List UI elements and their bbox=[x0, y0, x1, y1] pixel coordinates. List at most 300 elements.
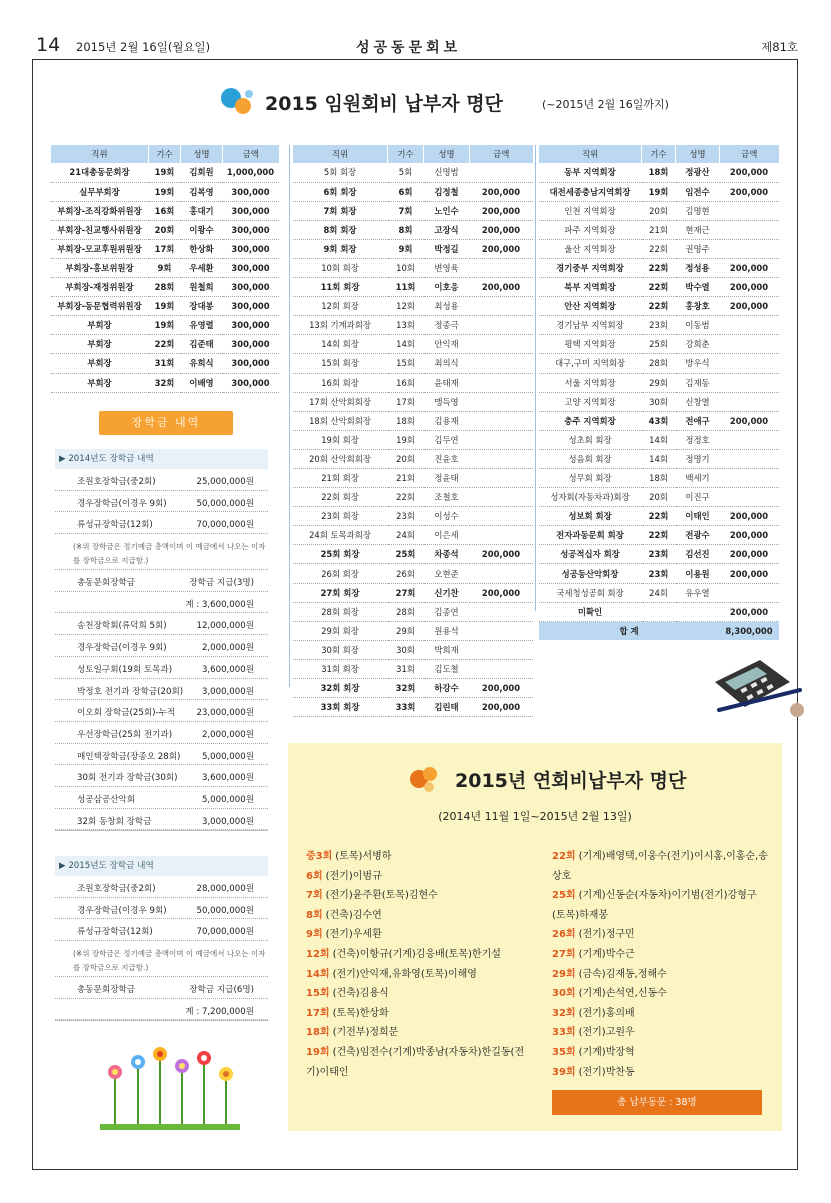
table-cell: 신명범 bbox=[424, 163, 470, 182]
scholarship-name: 경우장학금(이경우 9회) bbox=[77, 905, 167, 916]
payer-names: (전기)윤주환(토목)김현수 bbox=[325, 890, 438, 902]
table-cell bbox=[676, 602, 720, 621]
scholarship-amount: 3,000,000원 bbox=[201, 686, 254, 697]
officer-dues-heading: 2015 임원회비 납부자 명단 bbox=[265, 93, 503, 115]
table-cell: 유우열 bbox=[676, 583, 720, 602]
annual-dues-title bbox=[406, 764, 726, 798]
table-cell: 정광산 bbox=[676, 163, 720, 182]
scholarship-2014-header: ▶ 2014년도 장학금 내역 bbox=[55, 449, 268, 469]
table-cell: 북부 지역회장 bbox=[539, 278, 642, 297]
table-row bbox=[539, 449, 779, 468]
table-cell bbox=[720, 430, 779, 449]
class-year: 29회 bbox=[552, 968, 576, 980]
table-cell: 16회 회장 bbox=[293, 373, 388, 392]
table-cell bbox=[470, 335, 533, 354]
table-cell: 23회 회장 bbox=[293, 507, 388, 526]
table-cell: 이은세 bbox=[424, 526, 470, 545]
scholarship-2014-section bbox=[55, 449, 268, 831]
table-row bbox=[51, 278, 279, 297]
scholarship-row bbox=[55, 657, 268, 679]
table-row bbox=[539, 469, 779, 488]
table-cell: 29회 bbox=[642, 373, 676, 392]
table-row bbox=[51, 297, 279, 316]
table-cell: 28회 회장 bbox=[293, 602, 388, 621]
table-cell: 박수열 bbox=[676, 278, 720, 297]
table-cell: 이용원 bbox=[676, 564, 720, 583]
scholarship-row bbox=[55, 679, 268, 701]
table-cell: 이배영 bbox=[181, 373, 223, 392]
scholarship-row bbox=[55, 635, 268, 657]
scholarship-note: (※위 장학금은 정기예금 총액이며 이 예금에서 나오는 이자를 장학금으로 지급함.) bbox=[55, 941, 268, 977]
table-row bbox=[293, 526, 533, 545]
table-cell: 25회 bbox=[388, 545, 424, 564]
table-cell: 정윤태 bbox=[424, 469, 470, 488]
list-item bbox=[552, 965, 770, 985]
table-cell: 200,000 bbox=[470, 545, 533, 564]
table-cell: 200,000 bbox=[470, 220, 533, 239]
table-cell: 8회 bbox=[388, 220, 424, 239]
table-cell bbox=[470, 469, 533, 488]
list-item bbox=[552, 847, 770, 886]
total-label: 합 계 bbox=[539, 621, 720, 640]
scholarship-row bbox=[55, 787, 268, 809]
table-cell: 32회 bbox=[388, 679, 424, 698]
table-cell: 안산 지역회장 bbox=[539, 297, 642, 316]
scholarship-name: 류성규장학금(12회) bbox=[77, 520, 153, 531]
table-cell bbox=[720, 449, 779, 468]
table-cell: 전애구 bbox=[676, 411, 720, 430]
table-cell: 17회 bbox=[149, 239, 181, 258]
table-cell: 300,000 bbox=[223, 258, 279, 277]
table-cell: 전자과동문회 회장 bbox=[539, 526, 642, 545]
officer-dues-subheading: (~2015년 2월 16일까지) bbox=[542, 98, 669, 111]
table-cell: 김정철 bbox=[424, 182, 470, 201]
bubble-icon bbox=[406, 764, 440, 794]
table-cell: 300,000 bbox=[223, 354, 279, 373]
scholarship-amount: 3,600,000원 bbox=[201, 773, 254, 784]
payer-names: (기계)박수근 bbox=[578, 948, 635, 960]
payer-names: (전기)안익재,유화영(토목)이해영 bbox=[332, 968, 477, 980]
scholarship-row bbox=[55, 898, 268, 920]
table-cell: 최의식 bbox=[424, 354, 470, 373]
scholarship-name: 32회 동창회 장학금 bbox=[77, 816, 152, 827]
table-cell: 25회 회장 bbox=[293, 545, 388, 564]
table-cell: 윤태재 bbox=[424, 373, 470, 392]
class-year: 33회 bbox=[552, 1027, 576, 1039]
table-row bbox=[539, 545, 779, 564]
table-cell: 17회 bbox=[388, 392, 424, 411]
list-item bbox=[552, 1043, 770, 1063]
class-year: 19회 bbox=[306, 1046, 330, 1058]
table-row bbox=[293, 583, 533, 602]
table-cell: 안익재 bbox=[424, 335, 470, 354]
payer-names: (전기)정구민 bbox=[578, 929, 635, 941]
payer-names: (건축)김수연 bbox=[325, 909, 382, 921]
table-cell: 조철호 bbox=[424, 488, 470, 507]
list-item bbox=[306, 984, 536, 1004]
table-cell: 김종연 bbox=[424, 602, 470, 621]
table-cell: 28회 bbox=[388, 602, 424, 621]
table-cell: 29회 회장 bbox=[293, 621, 388, 640]
table-cell bbox=[470, 621, 533, 640]
table-cell: 부회장 bbox=[51, 354, 149, 373]
table-row bbox=[293, 392, 533, 411]
table-row bbox=[293, 239, 533, 258]
table-row bbox=[51, 182, 279, 201]
table-cell: 16회 bbox=[388, 373, 424, 392]
class-year: 17회 bbox=[306, 1007, 330, 1019]
table-cell: 200,000 bbox=[720, 602, 779, 621]
scholarship-title: 장학금 내역 bbox=[99, 411, 233, 435]
table-cell: 20회 산악회회장 bbox=[293, 449, 388, 468]
table-row bbox=[539, 220, 779, 239]
table-cell: 9회 bbox=[388, 239, 424, 258]
scholarship-name: 조원호장학금(중2회) bbox=[77, 884, 156, 894]
table-cell bbox=[470, 392, 533, 411]
class-year: 26회 bbox=[552, 929, 576, 941]
table-cell: 43회 bbox=[642, 411, 676, 430]
table-cell bbox=[470, 430, 533, 449]
table-cell: 19회 회장 bbox=[293, 430, 388, 449]
table-cell: 강희춘 bbox=[676, 335, 720, 354]
issue-number: 제81호 bbox=[761, 40, 798, 54]
table-cell: 31회 bbox=[388, 659, 424, 678]
scholarship-name: 성토일구회(19회 토목과) bbox=[77, 664, 173, 675]
table-cell: 31회 회장 bbox=[293, 659, 388, 678]
table-cell: 9회 bbox=[149, 258, 181, 277]
table-row bbox=[51, 163, 279, 182]
table-cell: 200,000 bbox=[720, 278, 779, 297]
table-cell: 18회 산악회회장 bbox=[293, 411, 388, 430]
table-cell: 20회 bbox=[388, 449, 424, 468]
table-cell: 최성용 bbox=[424, 297, 470, 316]
table-cell: 정종극 bbox=[424, 316, 470, 335]
class-year: 7회 bbox=[306, 890, 323, 902]
scholarship-name: 30회 전기과 장학금(30회) bbox=[77, 773, 178, 784]
table-cell bbox=[720, 373, 779, 392]
table-cell bbox=[720, 201, 779, 220]
table-row bbox=[293, 469, 533, 488]
list-item bbox=[552, 1063, 770, 1083]
table-cell: 20회 bbox=[149, 220, 181, 239]
table-cell: 김복영 bbox=[181, 182, 223, 201]
annual-dues-heading: 2015년 연회비납부자 명단 bbox=[455, 770, 687, 792]
total-row bbox=[539, 621, 779, 640]
table-cell: 성공적십자 회장 bbox=[539, 545, 642, 564]
scholarship-row bbox=[55, 722, 268, 744]
table-cell: 노인수 bbox=[424, 201, 470, 220]
table-cell: 하강수 bbox=[424, 679, 470, 698]
table-cell: 200,000 bbox=[720, 297, 779, 316]
table-row bbox=[51, 258, 279, 277]
payer-names: (기계)신동순(자동차)이기범(전기)강형구(토목)하재봉 bbox=[552, 890, 757, 921]
table-cell: 21회 bbox=[642, 220, 676, 239]
payer-names: (기계)박장혁 bbox=[578, 1046, 635, 1058]
table-cell: 부회장-친교행사위원장 bbox=[51, 220, 149, 239]
table-cell: 7회 회장 bbox=[293, 201, 388, 220]
table-cell: 8회 회장 bbox=[293, 220, 388, 239]
scholarship-name: 매인택장학금(장종오 28회) bbox=[77, 751, 181, 762]
table-cell bbox=[470, 297, 533, 316]
table-cell: 22회 bbox=[642, 278, 676, 297]
table-cell: 경기남부 지역회장 bbox=[539, 316, 642, 335]
bubble-icon bbox=[220, 86, 254, 116]
table-cell: 22회 bbox=[388, 488, 424, 507]
table-cell: 실무부회장 bbox=[51, 182, 149, 201]
table-cell bbox=[720, 239, 779, 258]
table-cell: 6회 bbox=[388, 182, 424, 201]
list-item bbox=[552, 925, 770, 945]
list-item bbox=[552, 984, 770, 1004]
scholarship-row bbox=[55, 919, 268, 941]
table-cell: 부회장-동문협력위원장 bbox=[51, 297, 149, 316]
scholarship-row bbox=[55, 613, 268, 635]
table-cell bbox=[720, 469, 779, 488]
table-cell: 300,000 bbox=[223, 201, 279, 220]
table-cell bbox=[720, 316, 779, 335]
table-cell: 20회 bbox=[642, 201, 676, 220]
table-cell: 성공동산악회장 bbox=[539, 564, 642, 583]
table-cell: 정성용 bbox=[676, 258, 720, 277]
table-row bbox=[293, 411, 533, 430]
table-cell: 1,000,000 bbox=[223, 163, 279, 182]
table-cell: 24회 bbox=[388, 526, 424, 545]
scholarship-amount: 50,000,000원 bbox=[196, 905, 254, 916]
table-cell: 5회 회장 bbox=[293, 163, 388, 182]
column-header: 직위 bbox=[539, 145, 642, 163]
table-cell: 23회 bbox=[388, 507, 424, 526]
payer-names: (전기)우세환 bbox=[325, 929, 382, 941]
table-cell bbox=[470, 316, 533, 335]
column-header: 성명 bbox=[181, 145, 223, 163]
table-cell: 20회 bbox=[642, 488, 676, 507]
table-cell: 오현준 bbox=[424, 564, 470, 583]
officer-table-3 bbox=[538, 145, 779, 640]
table-cell: 전광수 bbox=[676, 526, 720, 545]
table-cell: 정명기 bbox=[676, 449, 720, 468]
table-row bbox=[539, 354, 779, 373]
table-row bbox=[293, 258, 533, 277]
table-row bbox=[539, 373, 779, 392]
table-row bbox=[539, 182, 779, 201]
table-row bbox=[539, 258, 779, 277]
list-item bbox=[552, 886, 770, 925]
table-cell: 28회 bbox=[149, 278, 181, 297]
table-row bbox=[539, 297, 779, 316]
table-cell: 홍대기 bbox=[181, 201, 223, 220]
table-cell: 동부 지역회장 bbox=[539, 163, 642, 182]
table-cell: 부회장 bbox=[51, 335, 149, 354]
table-cell bbox=[470, 163, 533, 182]
table-cell: 부회장-재정위원장 bbox=[51, 278, 149, 297]
alumni-scholarship-row: 총동문회장학금 장학금 지급(6명) bbox=[55, 977, 268, 999]
scholarship-amount: 3,000,000원 bbox=[201, 816, 254, 827]
class-year: 6회 bbox=[306, 870, 323, 882]
table-row bbox=[539, 335, 779, 354]
table-cell: 경기중부 지역회장 bbox=[539, 258, 642, 277]
scholarship-amount: 28,000,000원 bbox=[196, 884, 254, 894]
table-row bbox=[293, 545, 533, 564]
class-year: 32회 bbox=[552, 1007, 576, 1019]
table-cell: 200,000 bbox=[720, 507, 779, 526]
table-cell bbox=[470, 373, 533, 392]
table-row bbox=[539, 316, 779, 335]
total-amount: 8,300,000 bbox=[720, 621, 779, 640]
table-cell: 14회 bbox=[388, 335, 424, 354]
table-cell: 7회 bbox=[388, 201, 424, 220]
table-cell: 11회 회장 bbox=[293, 278, 388, 297]
table-row bbox=[51, 316, 279, 335]
table-cell bbox=[470, 449, 533, 468]
table-row bbox=[293, 488, 533, 507]
table-row bbox=[293, 163, 533, 182]
officer-table-1 bbox=[50, 145, 279, 393]
table-cell: 16회 bbox=[149, 201, 181, 220]
table-row bbox=[293, 430, 533, 449]
table-cell: 김선진 bbox=[676, 545, 720, 564]
table-cell: 울산 지역회장 bbox=[539, 239, 642, 258]
table-row bbox=[539, 583, 779, 602]
table-cell: 21대총동문회장 bbox=[51, 163, 149, 182]
scholarship-amount: 5,000,000원 bbox=[201, 751, 254, 762]
table-cell: 부회장-조직강화위원장 bbox=[51, 201, 149, 220]
scholarship-name: 류성규장학금(12회) bbox=[77, 927, 153, 938]
class-year: 25회 bbox=[552, 890, 576, 902]
payer-names: (전기)홍의배 bbox=[578, 1007, 635, 1019]
table-row bbox=[293, 354, 533, 373]
table-cell: 이진구 bbox=[676, 488, 720, 507]
table-row bbox=[293, 335, 533, 354]
column-header: 성명 bbox=[424, 145, 470, 163]
flower-illustration bbox=[100, 1046, 240, 1131]
table-cell bbox=[470, 602, 533, 621]
scholarship-amount: 70,000,000원 bbox=[196, 927, 254, 938]
table-cell: 대전세종충남지역회장 bbox=[539, 182, 642, 201]
payer-names: (건축)김용식 bbox=[332, 988, 389, 1000]
scholarship-total: 계 : 7,200,000원 bbox=[55, 999, 268, 1021]
column-header: 성명 bbox=[676, 145, 720, 163]
table-cell bbox=[470, 526, 533, 545]
table-cell: 22회 bbox=[149, 335, 181, 354]
table-cell bbox=[720, 354, 779, 373]
table-row bbox=[539, 507, 779, 526]
table-cell bbox=[470, 564, 533, 583]
table-cell: 김도철 bbox=[424, 659, 470, 678]
table-cell: 200,000 bbox=[720, 411, 779, 430]
scholarship-amount: 70,000,000원 bbox=[196, 520, 254, 531]
table-cell bbox=[720, 392, 779, 411]
class-year: 9회 bbox=[306, 929, 323, 941]
officer-dues-title bbox=[220, 86, 700, 120]
table-cell: 300,000 bbox=[223, 220, 279, 239]
table-cell: 22회 bbox=[642, 258, 676, 277]
table-cell: 홍창호 bbox=[676, 297, 720, 316]
table-cell: 200,000 bbox=[470, 239, 533, 258]
class-year: 12회 bbox=[306, 948, 330, 960]
table-cell: 10회 회장 bbox=[293, 258, 388, 277]
payer-names: (토목)서병하 bbox=[335, 851, 392, 862]
list-item bbox=[306, 867, 536, 887]
scholarship-amount: 3,600,000원 bbox=[201, 664, 254, 675]
page-header bbox=[36, 34, 798, 56]
scholarship-name: 이오회 장학금(25회)-누적 bbox=[77, 708, 176, 719]
table-row bbox=[293, 564, 533, 583]
table-row bbox=[539, 526, 779, 545]
scholarship-name: 조원호장학금(중2회) bbox=[77, 477, 156, 487]
table-row bbox=[51, 335, 279, 354]
list-item bbox=[306, 1043, 536, 1082]
page-number: 14 bbox=[36, 34, 61, 56]
table-cell bbox=[642, 602, 676, 621]
table-row bbox=[539, 430, 779, 449]
list-item bbox=[552, 1023, 770, 1043]
class-year: 35회 bbox=[552, 1046, 576, 1058]
table-cell: 25회 bbox=[642, 335, 676, 354]
table-cell: 24회 토목과회장 bbox=[293, 526, 388, 545]
table-cell: 13회 bbox=[388, 316, 424, 335]
column-header: 직위 bbox=[51, 145, 149, 163]
table-cell: 변영육 bbox=[424, 258, 470, 277]
alumni-scholarship-row: 총동문회장학금 장학금 지급(3명) bbox=[55, 570, 268, 592]
table-cell: 33회 bbox=[388, 698, 424, 717]
table-cell: 200,000 bbox=[720, 258, 779, 277]
column-header: 금액 bbox=[223, 145, 279, 163]
scholarship-amount: 25,000,000원 bbox=[196, 477, 254, 487]
table-cell: 300,000 bbox=[223, 239, 279, 258]
table-cell: 이동범 bbox=[676, 316, 720, 335]
table-cell: 28회 bbox=[642, 354, 676, 373]
table-cell: 부회장 bbox=[51, 373, 149, 392]
payer-names: (건축)임전수(기계)박종남(자동차)한길동(전기)이태인 bbox=[306, 1046, 525, 1078]
table-cell: 9회 회장 bbox=[293, 239, 388, 258]
class-year: 22회 bbox=[552, 851, 576, 862]
table-row bbox=[293, 182, 533, 201]
scholarship-amount: 50,000,000원 bbox=[196, 498, 254, 509]
table-cell: 18회 bbox=[642, 163, 676, 182]
table-cell: 국세청성공회 회장 bbox=[539, 583, 642, 602]
scholarship-name: 박정호 전기과 장학금(20회) bbox=[77, 686, 184, 697]
table-cell: 신기찬 bbox=[424, 583, 470, 602]
column-divider bbox=[289, 145, 290, 687]
table-row bbox=[293, 602, 533, 621]
column-header: 직위 bbox=[293, 145, 388, 163]
table-cell: 원용석 bbox=[424, 621, 470, 640]
table-cell: 차종석 bbox=[424, 545, 470, 564]
class-year: 중3회 bbox=[306, 851, 333, 862]
table-cell: 현재근 bbox=[676, 220, 720, 239]
table-row bbox=[293, 278, 533, 297]
payer-names: (토목)한상화 bbox=[332, 1007, 389, 1019]
class-year: 15회 bbox=[306, 988, 330, 1000]
table-cell bbox=[470, 258, 533, 277]
scholarship-amount: 23,000,000원 bbox=[196, 708, 254, 719]
payer-names: (금속)김재동,정해수 bbox=[578, 968, 667, 980]
newsletter-name: 성공동문회보 bbox=[356, 40, 462, 56]
table-row bbox=[293, 507, 533, 526]
table-cell: 12회 bbox=[388, 297, 424, 316]
table-cell: 이성수 bbox=[424, 507, 470, 526]
table-cell: 고양 지역회장 bbox=[539, 392, 642, 411]
scholarship-note: (※위 장학금은 정기예금 총액이며 이 예금에서 나오는 이자를 장학금으로 지급함.) bbox=[55, 534, 268, 570]
scholarship-2015-header: ▶ 2015년도 장학금 내역 bbox=[55, 856, 268, 876]
table-cell: 15회 bbox=[388, 354, 424, 373]
table-cell: 26회 bbox=[388, 564, 424, 583]
table-cell: 26회 회장 bbox=[293, 564, 388, 583]
list-item bbox=[306, 886, 536, 906]
table-cell: 11회 bbox=[388, 278, 424, 297]
table-cell: 6회 회장 bbox=[293, 182, 388, 201]
table-cell: 14회 bbox=[642, 430, 676, 449]
